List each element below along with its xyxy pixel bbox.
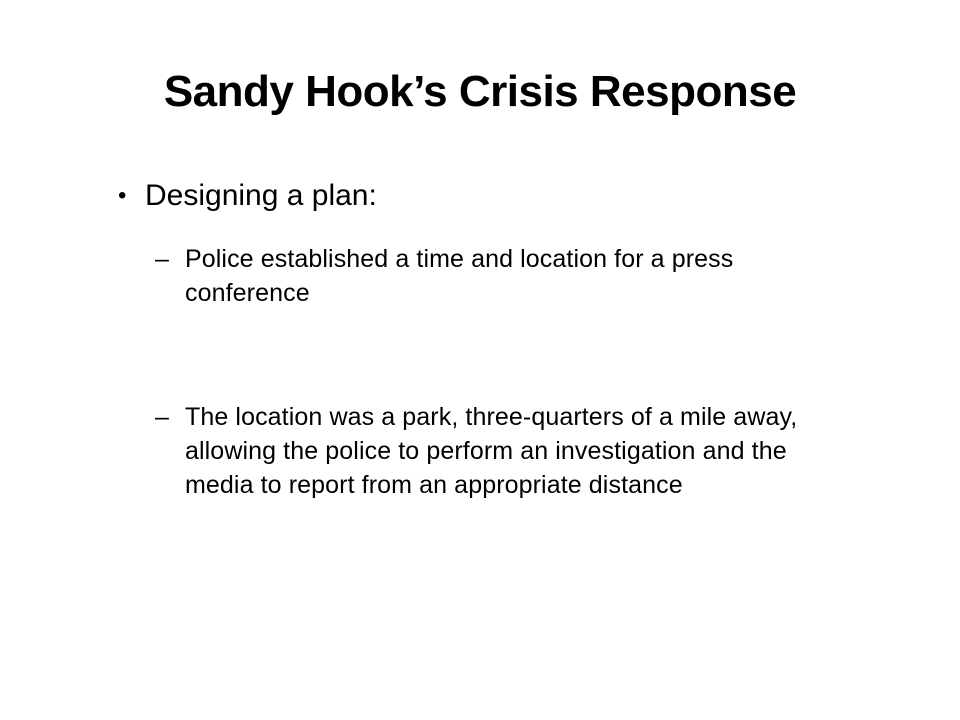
slide-title: Sandy Hook’s Crisis Response: [163, 67, 797, 116]
sub-bullet-item: [155, 242, 855, 310]
sub-bullet-item: [155, 400, 855, 502]
sub-bullet-marker: –: [155, 245, 169, 273]
sub-bullet-text: Police established a time and location for a press conference: [185, 245, 734, 307]
sub-bullet-text: The location was a park, three-quarters of a mile away, allowing the police to perform an investigation and the media to report from an appropriate distance: [185, 403, 798, 499]
bullet-text: Designing a plan:: [145, 179, 377, 212]
sub-bullet-marker: –: [155, 403, 169, 431]
bullet-marker: •: [118, 182, 127, 209]
